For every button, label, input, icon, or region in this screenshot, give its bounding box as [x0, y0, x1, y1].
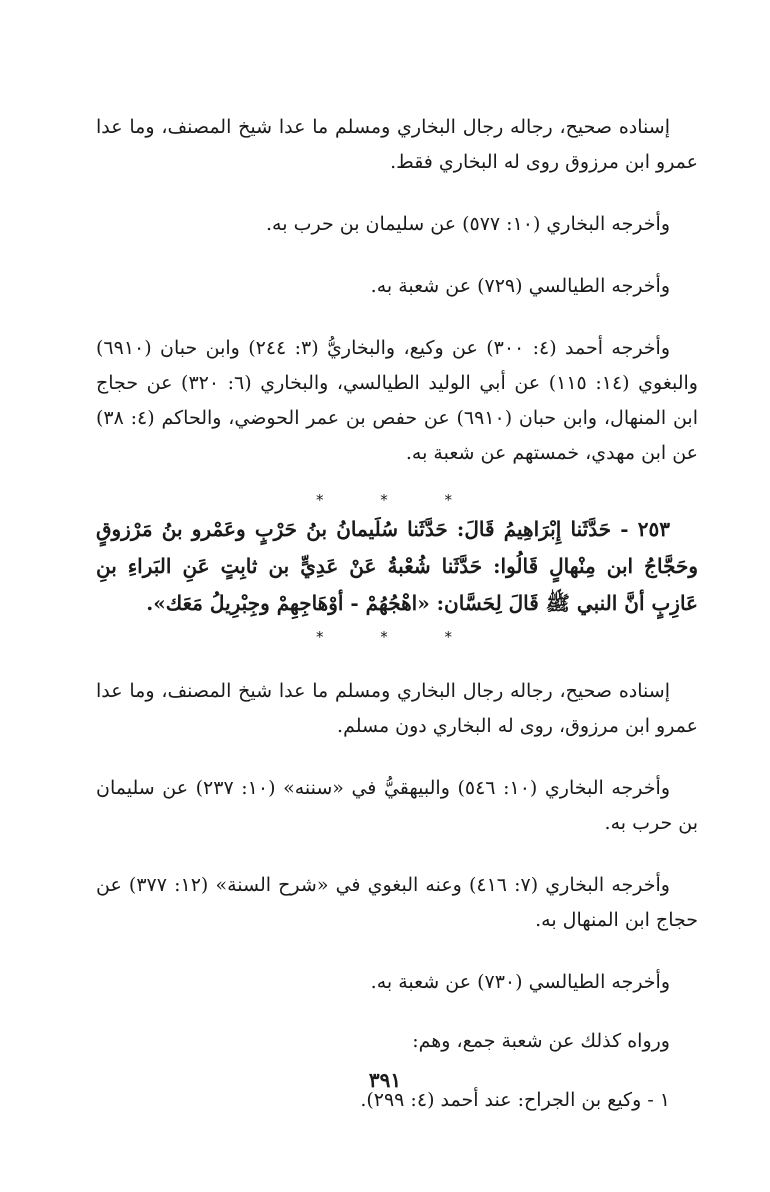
- isnad-note: إسناده صحيح، رجاله رجال البخاري ومسلم ما عدا شيخ المصنف، وما عدا عمرو ابن مرزوق روى له البخاري فقط.: [96, 116, 698, 173]
- isnad-note-2: إسناده صحيح، رجاله رجال البخاري ومسلم ما عدا شيخ المصنف، وما عدا عمرو ابن مرزوق، روى له البخاري دون مسلم.: [96, 680, 698, 737]
- takhrij-bukhari: وأخرجه البخاري (١٠: ٥٧٧) عن سليمان بن حرب به.: [266, 213, 670, 235]
- hadith-253: ٢٥٣ - حَدَّثَنا إِبْرَاهِيمُ قَالَ: حَدَّثَنا سُلَيمانُ بنُ حَرْبٍ وعَمْرو بنُ مَرْزوقٍ وحَجَّاجُ ابن مِنْهالٍ قَالُوا: حَدَّثَنا شُعْبةُ عَنْ عَدِيٍّ بن ثابِتٍ عَنِ البَراءِ بنِ عَازِبٍ أنَّ النبي ﷺ قَالَ لِحَسَّان: «اهْجُهُمْ - أوْهَاجِهِمْ وجِبْرِيلُ مَعَك».: [96, 517, 698, 615]
- takhrij-ahmad: وأخرجه أحمد (٤: ٣٠٠) عن وكيع، والبخاريُّ (٣: ٢٤٤) وابن حبان (٦٩١٠) والبغوي (١٤: ١١٥) عن أبي الوليد الطيالسي، والبخاري (٦: ٣٢٠) عن حجاج ابن المنهال، وابن حبان (٦٩١٠) عن حفص بن عمر الحوضي، والحاكم (٤: ٣٨) عن ابن مهدي، خمستهم عن شعبة به.: [96, 337, 698, 464]
- takhrij-tayalisi-2: وأخرجه الطيالسي (٧٣٠) عن شعبة به.: [370, 971, 670, 993]
- narrators-intro: ورواه كذلك عن شعبة جمع، وهم:: [412, 1030, 670, 1052]
- narrator-item-1: ١ - وكيع بن الجراح: عند أحمد (٤: ٢٩٩).: [360, 1089, 670, 1111]
- takhrij-tayalisi: وأخرجه الطيالسي (٧٢٩) عن شعبة به.: [370, 275, 670, 297]
- page-number: ٣٩١: [368, 1068, 402, 1092]
- takhrij-bukhari-baghawi: وأخرجه البخاري (٧: ٤١٦) وعنه البغوي في «شرح السنة» (١٢: ٣٧٧) عن حجاج ابن المنهال به.: [96, 874, 698, 931]
- separator-bottom: * * *: [315, 628, 479, 646]
- takhrij-bukhari-bayhaqi: وأخرجه البخاري (١٠: ٥٤٦) والبيهقيُّ في «سننه» (١٠: ٢٣٧) عن سليمان بن حرب به.: [96, 777, 698, 834]
- separator-top: * * *: [315, 491, 479, 509]
- page-body: [96, 110, 698, 1145]
